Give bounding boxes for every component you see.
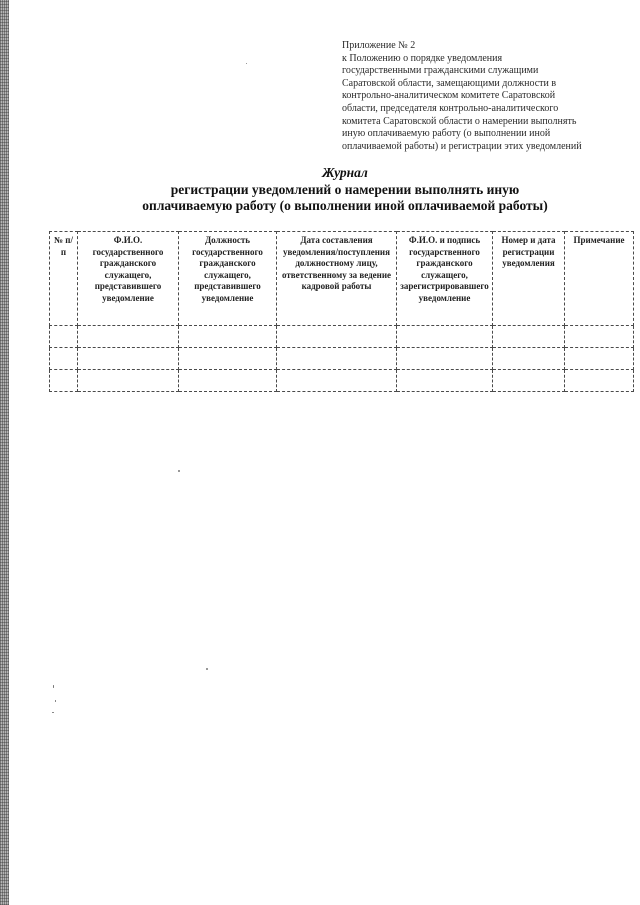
scan-speck <box>52 712 54 713</box>
table-cell <box>179 326 277 348</box>
table-cell <box>493 370 565 392</box>
scan-edge-artifact <box>0 0 9 905</box>
table-cell <box>565 370 634 392</box>
table-row <box>50 370 634 392</box>
table-row <box>50 326 634 348</box>
journal-subtitle-line: регистрации уведомлений о намерении выполнять иную <box>170 181 520 197</box>
column-header-notice-date: Дата составления уведомления/поступления должностному лицу, ответственному за ведение кадровой работы <box>277 232 397 326</box>
table-cell <box>493 348 565 370</box>
registration-table <box>49 231 634 392</box>
scan-speck <box>206 668 208 670</box>
appendix-line: оплачиваемой работы) и регистрации этих уведомлений <box>342 140 582 152</box>
table-cell <box>277 370 397 392</box>
table-cell <box>50 326 78 348</box>
table-cell <box>397 326 493 348</box>
column-header-number: № п/п <box>50 232 78 326</box>
table-header-row <box>50 232 634 326</box>
table-cell <box>397 370 493 392</box>
table-cell <box>179 370 277 392</box>
table-cell <box>277 348 397 370</box>
appendix-line: иную оплачиваемую работу (о выполнении иной <box>342 128 551 140</box>
column-header-employee-position: Должность государственного гражданского служащего, представившего уведомление <box>179 232 277 326</box>
appendix-line: к Положению о порядке уведомления <box>342 52 503 64</box>
scan-speck <box>178 470 180 472</box>
table-cell <box>493 326 565 348</box>
table-cell <box>179 348 277 370</box>
appendix-line: комитета Саратовской области о намерении выполнять <box>342 115 577 127</box>
table-cell <box>50 370 78 392</box>
journal-heading: Журнал <box>322 165 368 180</box>
column-header-employee-name: Ф.И.О. государственного гражданского служащего, представившего уведомление <box>78 232 179 326</box>
appendix-line: государственными гражданскими служащими <box>342 65 539 77</box>
appendix-line: области, председателя контрольно-аналитического <box>342 102 559 114</box>
table-cell <box>78 348 179 370</box>
scan-speck <box>246 63 247 64</box>
appendix-line: Приложение № 2 <box>342 40 416 51</box>
column-header-registrar-signature: Ф.И.О. и подпись государственного гражданского служащего, зарегистрировавшего уведомление <box>397 232 493 326</box>
column-header-registration-number: Номер и дата регистрации уведомления <box>493 232 565 326</box>
scan-speck <box>55 700 56 702</box>
table-cell <box>565 348 634 370</box>
appendix-line: контрольно-аналитическом комитете Саратовской <box>342 90 556 102</box>
column-header-remarks: Примечание <box>565 232 634 326</box>
table-cell <box>78 326 179 348</box>
appendix-line: Саратовской области, замещающими должности в <box>342 77 557 89</box>
table-row <box>50 348 634 370</box>
table-cell <box>277 326 397 348</box>
table-cell <box>397 348 493 370</box>
journal-title <box>60 165 630 215</box>
scan-speck <box>53 685 54 688</box>
table-cell <box>78 370 179 392</box>
appendix-note <box>342 40 627 153</box>
journal-subtitle-line: оплачиваемую работу (о выполнении иной оплачиваемой работы) <box>142 198 548 213</box>
table-cell <box>50 348 78 370</box>
table-cell <box>565 326 634 348</box>
